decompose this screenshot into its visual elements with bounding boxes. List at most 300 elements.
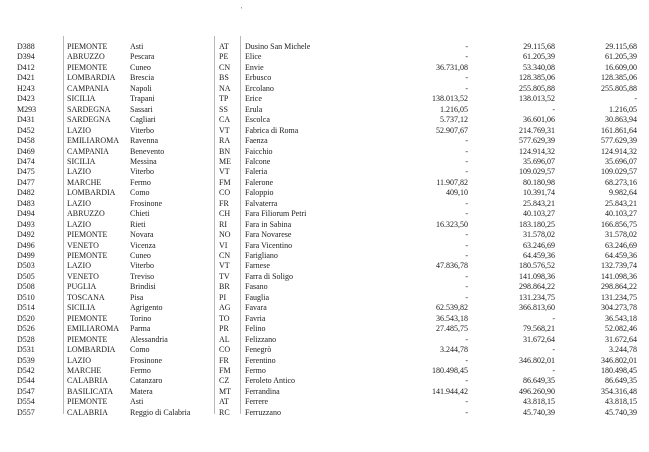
cell-comune: Fasano bbox=[245, 282, 268, 292]
table-row bbox=[0, 63, 649, 74]
cell-province-code: RC bbox=[219, 407, 230, 417]
cell-province: Fermo bbox=[130, 365, 151, 375]
cell-province-code: ME bbox=[219, 156, 231, 166]
cell-total: 131.234,75 bbox=[601, 292, 637, 302]
cell-value-2: 141.098,36 bbox=[519, 271, 555, 281]
cell-total: 255.805,88 bbox=[601, 83, 637, 93]
cell-value-2: 214.769,31 bbox=[519, 125, 555, 135]
cell-code: D520 bbox=[17, 313, 35, 323]
cell-region: PIEMONTE bbox=[67, 251, 108, 260]
cell-comune: Falcone bbox=[245, 156, 271, 166]
cell-province: Viterbo bbox=[130, 261, 154, 271]
cell-comune: Ercolano bbox=[245, 83, 274, 93]
cell-region: PIEMONTE bbox=[67, 334, 108, 344]
cell-comune: Erbusco bbox=[245, 73, 272, 83]
cell-value-1: - bbox=[465, 230, 468, 240]
table-row bbox=[0, 157, 649, 168]
cell-value-2: 31.672,64 bbox=[523, 334, 555, 344]
cell-code: D544 bbox=[17, 376, 35, 386]
cell-code: D431 bbox=[17, 115, 35, 125]
cell-comune: Faicchio bbox=[245, 146, 273, 156]
cell-value-1: - bbox=[465, 334, 468, 344]
cell-value-2: 577.629,39 bbox=[519, 136, 555, 146]
cell-value-1: 3.244,78 bbox=[440, 345, 468, 355]
cell-value-2: 79.568,21 bbox=[523, 324, 555, 334]
cell-total: 86.649,35 bbox=[605, 376, 637, 386]
cell-region: SARDEGNA bbox=[67, 104, 111, 114]
cell-province: Pescara bbox=[130, 52, 155, 62]
cell-total: 304.273,78 bbox=[601, 303, 637, 313]
cell-value-1: 36.731,08 bbox=[436, 62, 468, 72]
cell-region: SICILIA bbox=[67, 303, 96, 313]
cell-province-code: CH bbox=[219, 209, 231, 219]
cell-region: LAZIO bbox=[67, 198, 91, 208]
cell-code: M293 bbox=[17, 104, 37, 114]
cell-value-2: 45.740,39 bbox=[523, 407, 555, 417]
cell-province: Catanzaro bbox=[130, 376, 163, 386]
cell-value-1: - bbox=[465, 376, 468, 386]
cell-total: 354.316,48 bbox=[601, 386, 637, 396]
cell-code: D423 bbox=[17, 94, 35, 104]
cell-comune: Ferrandina bbox=[245, 386, 280, 396]
cell-province-code: TO bbox=[219, 313, 230, 323]
cell-comune: Faenza bbox=[245, 136, 268, 146]
cell-value-1: - bbox=[465, 83, 468, 93]
cell-province: Cuneo bbox=[130, 251, 151, 260]
cell-value-2: 40.103,27 bbox=[523, 209, 555, 219]
table-row bbox=[0, 345, 649, 356]
cell-value-1: - bbox=[465, 167, 468, 177]
table-row bbox=[0, 314, 649, 325]
cell-value-1: - bbox=[465, 209, 468, 219]
cell-value-1: 409,10 bbox=[446, 188, 468, 198]
cell-value-2: 35.696,07 bbox=[523, 156, 555, 166]
cell-code: D421 bbox=[17, 73, 35, 83]
cell-comune: Favara bbox=[245, 303, 267, 313]
cell-comune: Fermo bbox=[245, 365, 266, 375]
cell-code: D531 bbox=[17, 345, 35, 355]
cell-code: D474 bbox=[17, 156, 35, 166]
cell-province-code: VI bbox=[219, 240, 228, 250]
cell-comune: Farnese bbox=[245, 261, 270, 271]
table-row bbox=[0, 94, 649, 105]
cell-total: 180.498,45 bbox=[601, 365, 637, 375]
cell-total: 109.029,57 bbox=[601, 167, 637, 177]
cell-region: ABRUZZO bbox=[67, 52, 105, 62]
cell-value-1: - bbox=[465, 251, 468, 260]
cell-province-code: AL bbox=[219, 334, 230, 344]
table-row bbox=[0, 387, 649, 398]
table-row bbox=[0, 293, 649, 304]
cell-value-1: - bbox=[465, 407, 468, 417]
cell-code: D388 bbox=[17, 42, 35, 51]
cell-total: - bbox=[634, 94, 637, 104]
table-row bbox=[0, 397, 649, 408]
cell-province: Rieti bbox=[130, 219, 146, 229]
cell-region: SICILIA bbox=[67, 156, 96, 166]
cell-province: Alessandria bbox=[130, 334, 168, 344]
cell-region: BASILICATA bbox=[67, 386, 114, 396]
cell-comune: Envie bbox=[245, 62, 264, 72]
cell-total: 124.914,32 bbox=[601, 146, 637, 156]
cell-province: Messina bbox=[130, 156, 157, 166]
cell-province: Treviso bbox=[130, 271, 155, 281]
cell-value-2: 31.578,02 bbox=[523, 230, 555, 240]
cell-value-2: 131.234,75 bbox=[519, 292, 555, 302]
cell-value-2: - bbox=[552, 365, 555, 375]
cell-comune: Fara Filiorum Petri bbox=[245, 209, 307, 219]
cell-region: LOMBARDIA bbox=[67, 73, 116, 83]
cell-value-2: 124.914,32 bbox=[519, 146, 555, 156]
cell-value-1: - bbox=[465, 156, 468, 166]
cell-province: Benevento bbox=[130, 146, 165, 156]
table-row bbox=[0, 241, 649, 252]
cell-province-code: BN bbox=[219, 146, 231, 156]
table-row bbox=[0, 324, 649, 335]
table-row bbox=[0, 366, 649, 377]
cell-region: VENETO bbox=[67, 271, 99, 281]
cell-code: D542 bbox=[17, 365, 35, 375]
cell-code: D526 bbox=[17, 324, 35, 334]
table-row bbox=[0, 126, 649, 137]
cell-province: Viterbo bbox=[130, 167, 154, 177]
cell-province: Como bbox=[130, 188, 150, 198]
cell-region: MARCHE bbox=[67, 177, 102, 187]
cell-region: TOSCANA bbox=[67, 292, 105, 302]
cell-code: D528 bbox=[17, 334, 35, 344]
cell-value-1: 16.323,50 bbox=[436, 219, 468, 229]
cell-total: 132.739,74 bbox=[601, 261, 637, 271]
cell-province: Reggio di Calabria bbox=[130, 407, 191, 417]
cell-region: LAZIO bbox=[67, 219, 91, 229]
cell-code: D510 bbox=[17, 292, 35, 302]
cell-comune: Ferruzzano bbox=[245, 407, 281, 417]
cell-code: D503 bbox=[17, 261, 35, 271]
cell-value-1: - bbox=[465, 42, 468, 51]
cell-value-1: - bbox=[465, 282, 468, 292]
cell-value-1: - bbox=[465, 397, 468, 407]
cell-province: Parma bbox=[130, 324, 151, 334]
cell-value-2: 53.340,08 bbox=[523, 62, 555, 72]
cell-value-1: - bbox=[465, 52, 468, 62]
cell-province: Asti bbox=[130, 42, 144, 51]
cell-province-code: TV bbox=[219, 271, 230, 281]
cell-value-2: 366.813,60 bbox=[519, 303, 555, 313]
cell-region: LOMBARDIA bbox=[67, 345, 116, 355]
cell-value-1: 11.907,82 bbox=[436, 177, 468, 187]
table-row bbox=[0, 147, 649, 158]
cell-province-code: CZ bbox=[219, 376, 230, 386]
cell-total: 161.861,64 bbox=[601, 125, 637, 135]
table-row bbox=[0, 230, 649, 241]
cell-province: Chieti bbox=[130, 209, 150, 219]
cell-province-code: PI bbox=[219, 292, 227, 302]
cell-comune: Ferrere bbox=[245, 397, 269, 407]
cell-total: 346.802,01 bbox=[601, 355, 637, 365]
cell-region: MARCHE bbox=[67, 365, 102, 375]
cell-total: 25.843,21 bbox=[605, 198, 637, 208]
cell-province: Brescia bbox=[130, 73, 154, 83]
cell-code: D508 bbox=[17, 282, 35, 292]
table-row bbox=[0, 272, 649, 283]
cell-total: 141.098,36 bbox=[601, 271, 637, 281]
cell-total: 128.385,06 bbox=[601, 73, 637, 83]
cell-province-code: BR bbox=[219, 282, 230, 292]
cell-total: 63.246,69 bbox=[605, 240, 637, 250]
cell-comune: Fara Vicentino bbox=[245, 240, 293, 250]
cell-value-1: 52.907,67 bbox=[436, 125, 468, 135]
cell-total: 64.459,36 bbox=[605, 251, 637, 260]
cell-code: D475 bbox=[17, 167, 35, 177]
cell-region: PIEMONTE bbox=[67, 397, 108, 407]
cell-region: PUGLIA bbox=[67, 282, 97, 292]
cell-comune: Faloppio bbox=[245, 188, 274, 198]
cell-region: EMILIAROMA bbox=[67, 136, 119, 146]
cell-region: LAZIO bbox=[67, 261, 91, 271]
cell-total: 35.696,07 bbox=[605, 156, 637, 166]
cell-code: D557 bbox=[17, 407, 35, 417]
cell-province: Novara bbox=[130, 230, 154, 240]
cell-value-2: 346.802,01 bbox=[519, 355, 555, 365]
table-row bbox=[0, 84, 649, 95]
cell-province-code: NA bbox=[219, 83, 231, 93]
cell-total: 577.629,39 bbox=[601, 136, 637, 146]
cell-value-1: - bbox=[465, 198, 468, 208]
cell-comune: Dusino San Michele bbox=[245, 42, 311, 51]
table-row bbox=[0, 209, 649, 220]
cell-region: PIEMONTE bbox=[67, 230, 108, 240]
cell-total: 61.205,39 bbox=[605, 52, 637, 62]
cell-comune: Fara Novarese bbox=[245, 230, 292, 240]
cell-province-code: CO bbox=[219, 345, 231, 355]
cell-total: 30.863,94 bbox=[605, 115, 637, 125]
cell-comune: Felizzano bbox=[245, 334, 277, 344]
cell-code: H243 bbox=[17, 83, 35, 93]
cell-code: D469 bbox=[17, 146, 35, 156]
cell-comune: Farigliano bbox=[245, 251, 278, 260]
cell-value-2: - bbox=[552, 345, 555, 355]
cell-value-2: 180.576,52 bbox=[519, 261, 555, 271]
cell-region: VENETO bbox=[67, 240, 99, 250]
cell-comune: Fauglia bbox=[245, 292, 269, 302]
cell-province: Pisa bbox=[130, 292, 144, 302]
cell-province: Agrigento bbox=[130, 303, 163, 313]
cell-total: 298.864,22 bbox=[601, 282, 637, 292]
cell-value-2: 128.385,06 bbox=[519, 73, 555, 83]
cell-total: 31.672,64 bbox=[605, 334, 637, 344]
cell-province-code: PE bbox=[219, 52, 229, 62]
cell-comune: Falerone bbox=[245, 177, 273, 187]
table-row bbox=[0, 105, 649, 116]
cell-province-code: CA bbox=[219, 115, 231, 125]
cell-value-2: - bbox=[552, 313, 555, 323]
cell-total: 45.740,39 bbox=[605, 407, 637, 417]
cell-province-code: VT bbox=[219, 125, 230, 135]
cell-total: 1.216,05 bbox=[609, 104, 637, 114]
cell-comune: Fenegrò bbox=[245, 345, 272, 355]
cell-code: D505 bbox=[17, 271, 35, 281]
cell-comune: Favria bbox=[245, 313, 266, 323]
cell-province: Torino bbox=[130, 313, 152, 323]
cell-region: EMILIAROMA bbox=[67, 324, 119, 334]
cell-region: SARDEGNA bbox=[67, 115, 111, 125]
cell-province: Fermo bbox=[130, 177, 151, 187]
cell-value-2: 298.864,22 bbox=[519, 282, 555, 292]
table-row bbox=[0, 42, 649, 53]
cell-region: CAMPANIA bbox=[67, 83, 109, 93]
cell-value-2: 64.459,36 bbox=[523, 251, 555, 260]
table-row bbox=[0, 188, 649, 199]
cell-province: Ravenna bbox=[130, 136, 158, 146]
cell-total: 68.273,16 bbox=[605, 177, 637, 187]
cell-comune: Ferentino bbox=[245, 355, 276, 365]
table-row bbox=[0, 282, 649, 293]
cell-code: D514 bbox=[17, 303, 35, 313]
cell-total: 29.115,68 bbox=[605, 42, 637, 51]
cell-province-code: NO bbox=[219, 230, 231, 240]
cell-value-1: 141.944,42 bbox=[432, 386, 468, 396]
cell-province-code: CN bbox=[219, 62, 231, 72]
cell-code: D539 bbox=[17, 355, 35, 365]
table-row bbox=[0, 220, 649, 231]
cell-total: 43.818,15 bbox=[605, 397, 637, 407]
cell-comune: Falvaterra bbox=[245, 198, 278, 208]
table-row bbox=[0, 303, 649, 314]
table-row bbox=[0, 167, 649, 178]
cell-province-code: AT bbox=[219, 42, 229, 51]
cell-code: D499 bbox=[17, 251, 35, 260]
table-row bbox=[0, 251, 649, 262]
cell-province-code: BS bbox=[219, 73, 229, 83]
cell-value-2: 183.180,25 bbox=[519, 219, 555, 229]
cell-total: 52.082,46 bbox=[605, 324, 637, 334]
cell-region: ABRUZZO bbox=[67, 209, 105, 219]
cell-region: CAMPANIA bbox=[67, 146, 109, 156]
cell-total: 36.543,18 bbox=[605, 313, 637, 323]
cell-comune: Fara in Sabina bbox=[245, 219, 292, 229]
cell-province: Cuneo bbox=[130, 62, 151, 72]
cell-province-code: AG bbox=[219, 303, 231, 313]
cell-province-code: MT bbox=[219, 386, 231, 396]
cell-province: Sassari bbox=[130, 104, 153, 114]
cell-province-code: FM bbox=[219, 365, 231, 375]
cell-region: PIEMONTE bbox=[67, 313, 108, 323]
cell-value-1: - bbox=[465, 271, 468, 281]
cell-value-1: 36.543,18 bbox=[436, 313, 468, 323]
cell-comune: Erula bbox=[245, 104, 263, 114]
cell-value-1: - bbox=[465, 240, 468, 250]
cell-total: 166.856,75 bbox=[601, 219, 637, 229]
cell-code: D554 bbox=[17, 397, 35, 407]
cell-province-code: VT bbox=[219, 167, 230, 177]
cell-total: 31.578,02 bbox=[605, 230, 637, 240]
cell-comune: Faleria bbox=[245, 167, 268, 177]
cell-region: PIEMONTE bbox=[67, 42, 108, 51]
cell-value-2: 61.205,39 bbox=[523, 52, 555, 62]
cell-province-code: VT bbox=[219, 261, 230, 271]
table-row bbox=[0, 356, 649, 367]
cell-value-2: 86.649,35 bbox=[523, 376, 555, 386]
cell-province: Trapani bbox=[130, 94, 155, 104]
cell-province-code: TP bbox=[219, 94, 229, 104]
cell-comune: Fabrica di Roma bbox=[245, 125, 299, 135]
table-row bbox=[0, 408, 649, 419]
cell-value-2: 63.246,69 bbox=[523, 240, 555, 250]
cell-province: Frosinone bbox=[130, 355, 162, 365]
cell-province-code: RA bbox=[219, 136, 231, 146]
cell-value-2: 29.115,68 bbox=[523, 42, 555, 51]
cell-region: LAZIO bbox=[67, 167, 91, 177]
cell-region: LAZIO bbox=[67, 355, 91, 365]
cell-value-1: 62.539,82 bbox=[436, 303, 468, 313]
cell-province: Cagliari bbox=[130, 115, 156, 125]
cell-region: SICILIA bbox=[67, 94, 96, 104]
cell-value-1: - bbox=[465, 136, 468, 146]
cell-value-1: 1.216,05 bbox=[440, 104, 468, 114]
cell-value-1: 138.013,52 bbox=[432, 94, 468, 104]
cell-province: Brindisi bbox=[130, 282, 156, 292]
cell-province: Napoli bbox=[130, 83, 152, 93]
cell-total: 3.244,78 bbox=[609, 345, 637, 355]
cell-code: D482 bbox=[17, 188, 35, 198]
table-row bbox=[0, 261, 649, 272]
cell-code: D458 bbox=[17, 136, 35, 146]
cell-value-2: 255.805,88 bbox=[519, 83, 555, 93]
cell-value-2: 25.843,21 bbox=[523, 198, 555, 208]
cell-region: PIEMONTE bbox=[67, 62, 108, 72]
cell-province: Asti bbox=[130, 397, 144, 407]
cell-value-2: 10.391,74 bbox=[523, 188, 555, 198]
cell-code: D477 bbox=[17, 177, 35, 187]
table-row bbox=[0, 178, 649, 189]
cell-code: D496 bbox=[17, 240, 35, 250]
cell-value-2: 43.818,15 bbox=[523, 397, 555, 407]
cell-province-code: FR bbox=[219, 355, 229, 365]
cell-value-2: 496.260,90 bbox=[519, 386, 555, 396]
scan-mark: ' bbox=[241, 6, 243, 14]
table-row bbox=[0, 199, 649, 210]
cell-province-code: FR bbox=[219, 198, 229, 208]
cell-region: CALABRIA bbox=[67, 376, 108, 386]
cell-value-1: 27.485,75 bbox=[436, 324, 468, 334]
cell-province-code: AT bbox=[219, 397, 229, 407]
cell-region: CALABRIA bbox=[67, 407, 108, 417]
cell-code: D494 bbox=[17, 209, 35, 219]
cell-province: Como bbox=[130, 345, 150, 355]
cell-code: D547 bbox=[17, 386, 35, 396]
cell-value-1: 47.836,78 bbox=[436, 261, 468, 271]
cell-code: D492 bbox=[17, 230, 35, 240]
table-row bbox=[0, 136, 649, 147]
cell-province: Vicenza bbox=[130, 240, 156, 250]
cell-value-2: 80.180,98 bbox=[523, 177, 555, 187]
cell-value-1: 180.498,45 bbox=[432, 365, 468, 375]
cell-province-code: FM bbox=[219, 177, 231, 187]
cell-comune: Erice bbox=[245, 94, 262, 104]
cell-value-1: - bbox=[465, 146, 468, 156]
cell-province: Matera bbox=[130, 386, 153, 396]
table-row bbox=[0, 73, 649, 84]
cell-province-code: CO bbox=[219, 188, 231, 198]
cell-province-code: PR bbox=[219, 324, 229, 334]
cell-province-code: CN bbox=[219, 251, 231, 260]
cell-comune: Felino bbox=[245, 324, 266, 334]
cell-code: D483 bbox=[17, 198, 35, 208]
table-row bbox=[0, 335, 649, 346]
cell-total: 40.103,27 bbox=[605, 209, 637, 219]
cell-province: Viterbo bbox=[130, 125, 154, 135]
cell-region: LAZIO bbox=[67, 125, 91, 135]
